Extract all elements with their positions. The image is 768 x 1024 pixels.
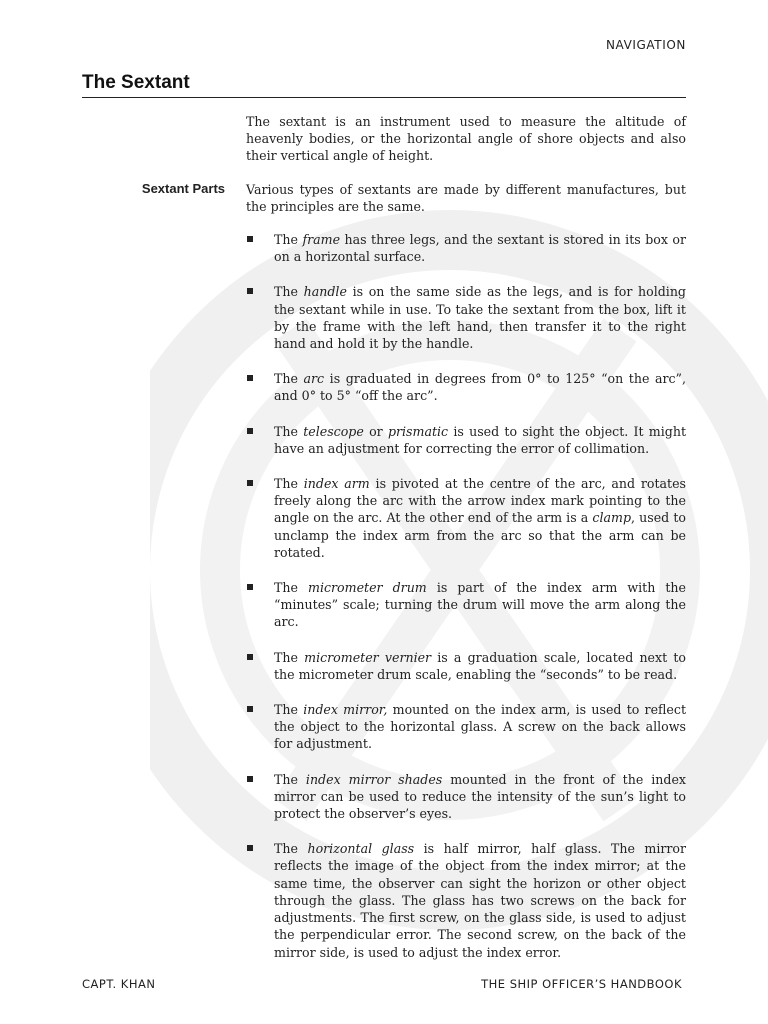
list-item-text: [274, 283, 686, 352]
bullet-icon: [247, 288, 253, 294]
list-item-text: [274, 231, 686, 265]
part-text: The: [274, 284, 304, 300]
list-item: [246, 283, 686, 352]
list-item: [246, 649, 686, 683]
part-text: is half mirror, half glass. The mirror reflects the image of the object from the index mirror; at the same time, the observer can sight the horizon or other object through the glass. The glass has two screws on the back for adjustments. The first screw, on the glass side, is used to adjust the perpendicular error. The second screw, on the back of the mirror side, is used to adjust the index error.: [274, 841, 686, 960]
bullet-icon: [247, 776, 253, 782]
part-term: arc: [303, 371, 325, 387]
list-item: [246, 579, 686, 631]
list-item: [246, 475, 686, 561]
header-section-label: NAVIGATION: [605, 38, 686, 52]
footer-book-title: THE SHIP OFFICER’S HANDBOOK: [481, 977, 682, 991]
part-term: horizontal glass: [307, 841, 415, 857]
part-term: index arm: [303, 476, 370, 492]
sextant-parts-heading: Sextant Parts: [141, 181, 225, 196]
list-item: [246, 370, 686, 404]
list-item-text: [274, 840, 686, 960]
part-text: , used to unclamp the index arm from the arc so that the arm can be rotated.: [274, 510, 686, 560]
part-text: The: [274, 702, 304, 718]
part-text: The: [274, 371, 304, 387]
part-text: The: [274, 771, 306, 787]
list-item-text: [274, 649, 686, 683]
part-term: prismatic: [387, 423, 449, 439]
bullet-icon: [247, 236, 253, 242]
list-item-text: [274, 370, 686, 404]
part-text: The: [274, 476, 304, 492]
list-item-text: [274, 701, 686, 753]
part-term: frame: [302, 232, 341, 247]
part-term: micrometer drum: [308, 580, 427, 596]
part-text: mounted on the index arm, is used to reflect the object to the horizontal glass. A screw on the back allows for adjustment.: [274, 702, 687, 752]
part-text: has three legs, and the sextant is stored in its box or on a horizontal surface.: [274, 232, 687, 265]
part-text: is pivoted at the centre of the arc, and rotates freely along the arc with the arrow index mark pointing to the angle on the arc. At the other end of the arm is a: [274, 476, 687, 526]
list-item: [246, 771, 686, 823]
list-item: [246, 231, 686, 265]
list-item: [246, 423, 686, 457]
bullet-icon: [247, 480, 253, 486]
part-text: The: [274, 649, 305, 665]
bullet-icon: [247, 375, 253, 381]
parts-intro-paragraph: Various types of sextants are made by different manufactures, but the principles are the same.: [246, 182, 686, 215]
part-term: telescope: [303, 423, 364, 439]
part-text: is used to sight the object. It might have an adjustment for correcting the error of collimation.: [274, 423, 687, 456]
part-term: index mirror,: [303, 702, 388, 718]
list-item-text: [274, 423, 686, 457]
bullet-icon: [247, 428, 253, 434]
part-text: mounted in the front of the index mirror can be used to reduce the intensity of the sun’s light to protect the observer’s eyes.: [274, 771, 687, 822]
page-title: The Sextant: [82, 72, 686, 98]
footer-author: CAPT. KHAN: [82, 977, 156, 991]
part-term: index mirror shades: [305, 771, 443, 787]
part-text: The: [274, 423, 304, 439]
list-item: [246, 701, 686, 753]
part-text: The: [274, 580, 309, 596]
bullet-icon: [247, 654, 253, 660]
bullet-icon: [247, 845, 253, 851]
list-item-text: [274, 579, 686, 631]
list-item-text: [274, 771, 686, 823]
part-term: handle: [303, 284, 347, 300]
part-text: The: [274, 232, 303, 247]
part-text: is on the same side as the legs, and is for holding the sextant while in use. To take the sextant from the box, lift it by the frame with the left hand, then transfer it to the right hand and hold it by the handle.: [274, 284, 686, 352]
list-item: [246, 840, 686, 960]
part-text: or: [363, 423, 388, 439]
part-term: clamp: [592, 510, 632, 526]
parts-list: [246, 231, 686, 961]
bullet-icon: [247, 584, 253, 590]
part-text: is part of the index arm with the “minutes” scale; turning the drum will move the arm along the arc.: [274, 580, 686, 630]
intro-paragraph: The sextant is an instrument used to measure the altitude of heavenly bodies, or the horizontal angle of shore objects and also their vertical angle of height.: [246, 114, 686, 164]
part-text: The: [274, 841, 308, 857]
part-term: micrometer vernier: [304, 649, 432, 665]
part-text: is graduated in degrees from 0° to 125° “on the arc”, and 0° to 5° “off the arc”.: [274, 371, 687, 404]
list-item-text: [274, 475, 686, 561]
bullet-icon: [247, 706, 253, 712]
part-text: is a graduation scale, located next to the micrometer drum scale, enabling the “seconds” to be read.: [274, 649, 686, 682]
